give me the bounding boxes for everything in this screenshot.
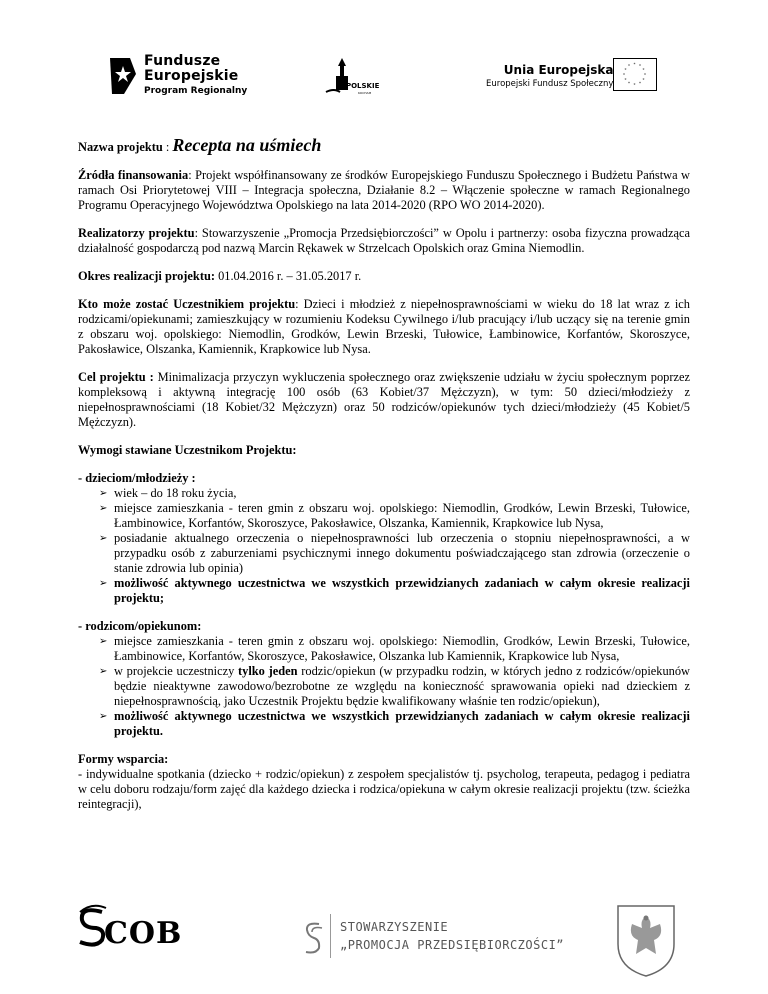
opolskie-label: OPOLSKIE — [340, 82, 380, 90]
formy-text: - indywidualne spotkania (dziecko + rodzic/opiekun) z zespołem specjalistów tj. psycholog, terapeuta, pedagog i pediatra w celu doboru rodzaju/form zajęć dla każdego dziecka i rodzica/opiekuna w całym okresie realizacji projektu (tzw. ścieżka reintegracji), — [78, 767, 690, 811]
fe-line2: Europejskie — [144, 68, 239, 84]
arrow-bullet-icon: ➢ — [99, 711, 108, 722]
title-label: Nazwa projektu — [78, 140, 163, 154]
header-logos — [0, 48, 768, 108]
svg-text:*: * — [628, 63, 630, 69]
title-sep: : — [162, 140, 173, 154]
svg-text:*: * — [624, 67, 627, 73]
rodzice-item-text: możliwość aktywnego uczestnictwa we wszystkich przewidzianych zadaniach w całym okresie realizacji projektu. — [114, 709, 690, 738]
list-item — [99, 634, 690, 664]
project-name: Recepta na uśmiech — [172, 135, 322, 155]
dzieci-heading: - dzieciom/młodzieży : — [78, 471, 196, 485]
dzieci-item-text: miejsce zamieszkania - teren gmin z obszaru woj. opolskiego: Niemodlin, Grodków, Lewin Brzeski, Tułowice, Łambinowice, Korfantów, Skoroszyce, Pakosławice, Olszanka, Kamiennik, Krapkowice lub Nysa, — [114, 501, 690, 530]
fundusze-europejskie-logo — [108, 54, 247, 99]
stowarzyszenie-line2: „PROMOCJA PRZEDSIĘBIORCZOŚCI” — [340, 938, 565, 952]
ue-line2: Europejski Fundusz Społeczny — [486, 79, 614, 89]
arrow-bullet-icon: ➢ — [99, 666, 108, 677]
ue-label — [486, 62, 613, 90]
svg-text:*: * — [633, 62, 636, 67]
svg-text:*: * — [642, 67, 645, 73]
zrodla-paragraph — [78, 168, 690, 213]
stowarzyszenie-s-icon — [302, 920, 324, 956]
list-item — [99, 664, 690, 709]
cel-label: Cel projektu : — [78, 370, 154, 384]
okres-text: 01.04.2016 r. – 31.05.2017 r. — [214, 269, 362, 283]
kto-paragraph — [78, 297, 690, 357]
project-title — [78, 135, 690, 155]
zrodla-label: Źródła finansowania — [78, 168, 189, 182]
opolskie-sub: KOCHAM — [358, 91, 372, 95]
zrodla-text: : Projekt współfinansowany ze środków Europejskiego Funduszu Społecznego i Budżetu Państwa w ramach Osi Priorytetowej VIII – Integracja społeczna, Działanie 8.2 – Włączenie społeczne w ramach Regionalnego Programu Operacyjnego Województwa Opolskiego na lata 2014-2020 (RPO WO 2014-2020). — [78, 168, 690, 212]
svg-text:*: * — [644, 72, 646, 78]
svg-text:*: * — [623, 72, 625, 78]
fe-line3: Program Regionalny — [144, 86, 248, 96]
arrow-bullet-icon: ➢ — [99, 578, 108, 589]
realizatorzy-text: : Stowarzyszenie „Promocja Przedsiębiorczości” w Opolu i partnerzy: osoba fizyczna prowadząca działalność gospodarczą pod nazwą Marcin Rękawek w Strzelcach Opolskich oraz Gmina Niemodlin. — [78, 226, 690, 255]
kto-label: Kto może zostać Uczestnikiem projektu — [78, 297, 296, 311]
cel-text: Minimalizacja przyczyn wykluczenia społecznego oraz zwiększenie udziału w życiu społecznym poprzez kompleksową i aktywną integrację 100 osób (63 Kobiet/37 Mężczyzn), w tym: 50 dzieci/młodzieży z niepełnosprawnościami (18 Kobiet/32 Mężczyzn) oraz 50 rodziców/opiekunów tych dzieci/młodzieży (45 Kobiet/5 Mężczyzn). — [78, 370, 691, 429]
svg-text:*: * — [624, 77, 627, 83]
okres-label: Okres realizacji projektu: — [78, 269, 215, 283]
stowarzyszenie-divider — [330, 914, 331, 958]
rodzice-item-bold: tylko jeden — [238, 664, 298, 678]
realizatorzy-label: Realizatorzy projektu — [78, 226, 195, 240]
arrow-bullet-icon: ➢ — [99, 533, 108, 544]
eu-flag-icon — [613, 58, 657, 91]
arrow-bullet-icon: ➢ — [99, 503, 108, 514]
cel-paragraph — [78, 370, 690, 430]
svg-text:*: * — [639, 81, 641, 86]
formy-heading: Formy wsparcia: — [78, 752, 169, 766]
rodzice-item-text: miejsce zamieszkania - teren gmin z obszaru woj. opolskiego: Niemodlin, Grodków, Lewin Brzeski, Tułowice, Łambinowice, Korfantów, Skoroszyce, Pakosławice, Olszanka lub Kamiennik, Krapkowice lub Nysa, — [114, 634, 690, 663]
list-item — [99, 709, 690, 739]
svg-text:*: * — [628, 81, 630, 86]
ue-line1: Unia Europejska — [503, 63, 614, 77]
list-item — [99, 576, 690, 606]
rodzice-heading: - rodzicom/opiekunom: — [78, 619, 202, 633]
list-item — [99, 501, 690, 531]
dzieci-list — [78, 486, 690, 606]
svg-text:*: * — [633, 82, 636, 88]
arrow-bullet-icon: ➢ — [99, 488, 108, 499]
rodzice-item-post: rodzic/opiekun (w przypadku rodzin, w których jedno z rodziców/opiekunów będzie nieaktywne zawodowo/bezrobotne ze względu na konieczność sprawowania opieki nad dzieckiem z niepełnosprawnością, jako Uczestnik Projektu będzie kwalifikowany właśnie ten rodzic/opiekun), — [114, 664, 690, 708]
document-body — [78, 135, 691, 812]
niemodlin-crest-icon — [614, 902, 678, 978]
stowarzyszenie-line1: STOWARZYSZENIE — [340, 920, 449, 934]
scob-logo-text: COB — [104, 916, 183, 951]
dzieci-item-text: posiadanie aktualnego orzeczenia o niepełnosprawności lub orzeczenia o stopniu niepełnosprawności, a w przypadku osób z zaburzeniami psychicznymi innego dokumentu poświadczającego stan zdrowia (orzeczenie o stanie zdrowia lub opinia) — [114, 531, 690, 575]
rodzice-item-pre: w projekcie uczestniczy — [114, 664, 239, 678]
realizatorzy-paragraph — [78, 226, 690, 256]
kto-text: : Dzieci i młodzież z niepełnosprawnościami w wieku do 18 lat wraz z ich rodzicami/opiekunami; zamieszkujący w rozumieniu Kodeksu Cywilnego i/lub pracujący i/lub uczący się na terenie gmin z obszaru woj. opolskiego: Niemodlin, Grodków, Lewin Brzeski, Tułowice, Łambinowice, Korfantów, Skoroszyce, Pakosławice, Olszanka, Kamiennik, Krapkowice lub Nysa. — [78, 297, 690, 356]
fe-line1: Fundusze — [144, 53, 221, 69]
svg-text:*: * — [639, 63, 641, 69]
fe-star-icon — [108, 54, 138, 98]
list-item — [99, 486, 690, 501]
rodzice-list — [78, 634, 690, 739]
footer-logos — [0, 894, 768, 984]
wymogi-heading: Wymogi stawiane Uczestnikom Projektu: — [78, 443, 297, 457]
dzieci-item-text: możliwość aktywnego uczestnictwa we wszystkich przewidzianych zadaniach w całym okresie realizacji projektu; — [114, 576, 690, 605]
dzieci-item-text: wiek – do 18 roku życia, — [114, 486, 237, 500]
list-item — [99, 531, 690, 576]
okres-paragraph — [78, 269, 690, 284]
svg-text:*: * — [642, 77, 645, 83]
opolskie-tower-icon — [322, 58, 378, 102]
arrow-bullet-icon: ➢ — [99, 636, 108, 647]
